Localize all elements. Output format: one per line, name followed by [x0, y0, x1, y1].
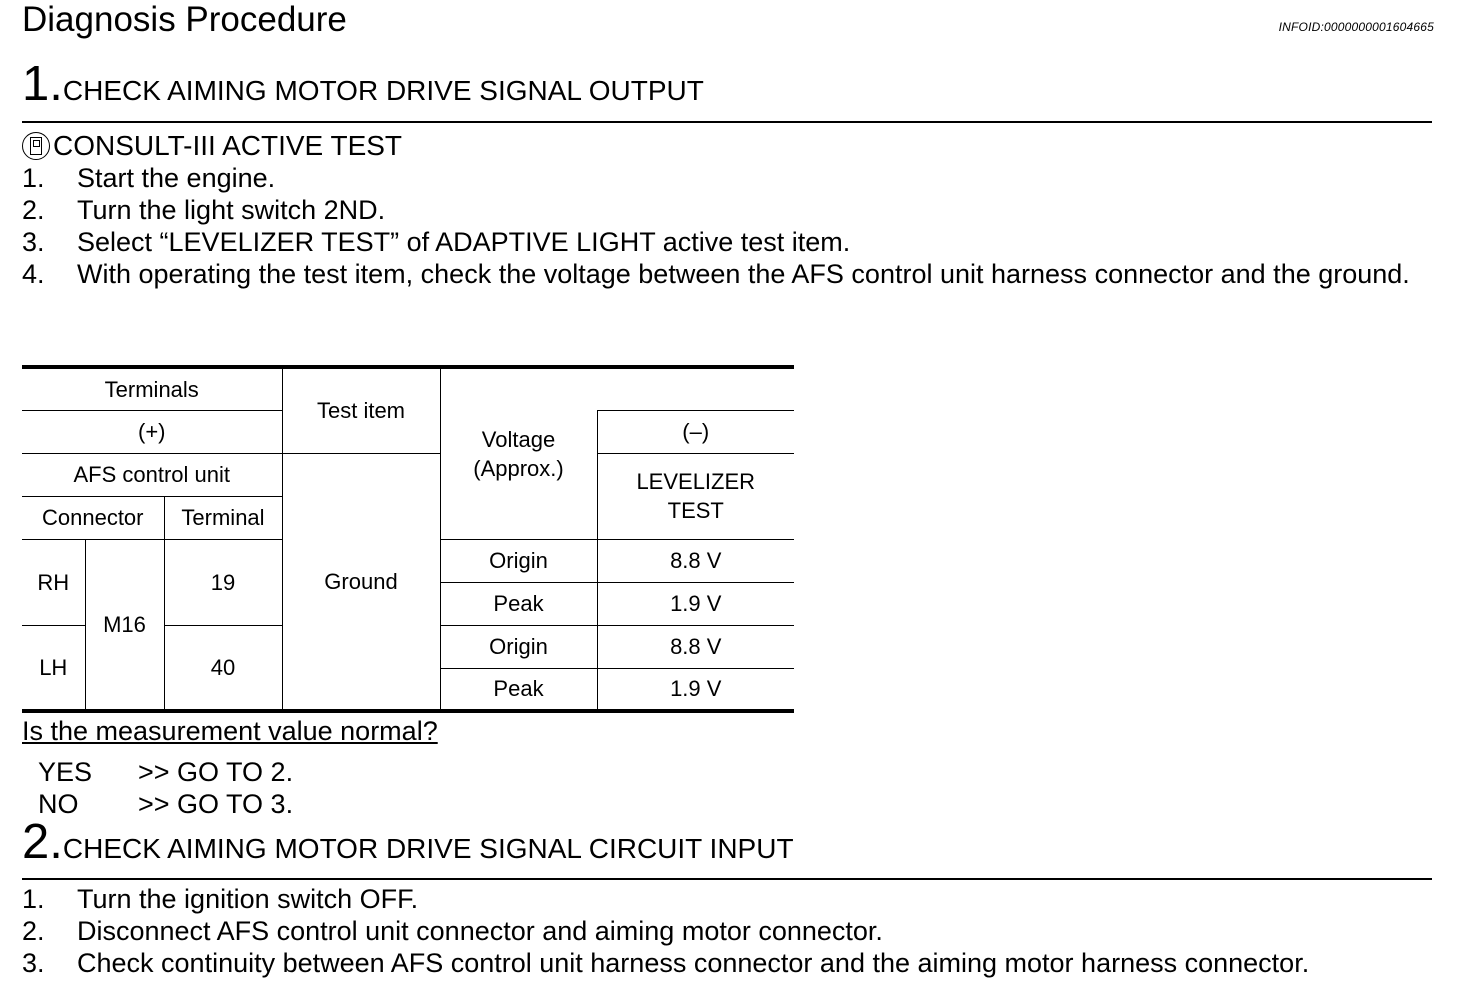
list-item-text: Check continuity between AFS control unit harness connector and the aiming motor harness connector. [77, 948, 1310, 978]
test-item-cell: Origin [440, 625, 597, 668]
step-1-heading [22, 58, 704, 110]
ground-cell: Ground [282, 453, 440, 711]
test-item-cell: Peak [440, 668, 597, 711]
info-id: INFOID:0000000001604665 [1278, 20, 1434, 34]
list-item-number: 3. [22, 227, 45, 257]
terminals-header: Terminals [22, 367, 282, 410]
terminal-header: Terminal [164, 496, 282, 539]
rh-terminal-cell: 19 [164, 539, 282, 625]
answer-no-label: NO [38, 789, 79, 819]
list-item-text: Turn the light switch 2ND. [77, 195, 386, 225]
levelizer-test-header: LEVELIZER TEST [597, 453, 794, 539]
list-item [22, 162, 1432, 194]
answer-yes-action: >> GO TO 2. [138, 757, 294, 787]
step-2-title: CHECK AIMING MOTOR DRIVE SIGNAL CIRCUIT INPUT [62, 833, 794, 864]
list-item-text: With operating the test item, check the voltage between the AFS control unit harness connector and the ground. [77, 259, 1410, 289]
list-item-number: 3. [22, 948, 45, 978]
connector-header: Connector [22, 496, 164, 539]
step-1-title: CHECK AIMING MOTOR DRIVE SIGNAL OUTPUT [62, 75, 704, 106]
list-item [22, 915, 1432, 947]
divider [22, 878, 1432, 880]
answer-yes [38, 756, 293, 788]
list-item-text: Turn the ignition switch OFF. [77, 884, 419, 914]
test-item-header: Test item [282, 367, 440, 453]
rh-cell: RH [22, 539, 85, 625]
step-2-heading [22, 816, 794, 868]
list-item-text: Disconnect AFS control unit connector and aiming motor connector. [77, 916, 883, 946]
list-item-number: 2. [22, 195, 45, 225]
divider [22, 121, 1432, 123]
consult-label: CONSULT-III ACTIVE TEST [53, 130, 403, 161]
list-item [22, 883, 1432, 915]
plus-header: (+) [22, 410, 282, 453]
connector-id-cell: M16 [85, 539, 164, 711]
lh-cell: LH [22, 625, 85, 711]
consult-test-line [22, 130, 402, 162]
consult-tool-icon [22, 132, 50, 160]
voltage-header: Voltage (Approx.) [440, 367, 597, 539]
test-item-cell: Peak [440, 582, 597, 625]
question-text: Is the measurement value normal? [22, 716, 438, 746]
step-1-number: 1. [22, 57, 63, 111]
answer-yes-label: YES [38, 757, 93, 787]
voltage-cell: 1.9 V [597, 582, 794, 625]
step-1-procedure-list [22, 162, 1432, 290]
voltage-cell: 8.8 V [597, 539, 794, 582]
voltage-cell: 8.8 V [597, 625, 794, 668]
list-item-number: 1. [22, 163, 45, 193]
list-item [22, 258, 1432, 290]
page-title: Diagnosis Procedure [22, 0, 347, 39]
voltage-spec-table [22, 365, 794, 713]
afs-control-unit-header: AFS control unit [22, 453, 282, 496]
list-item [22, 947, 1432, 979]
step-2-number: 2. [22, 815, 63, 869]
list-item-text: Start the engine. [77, 163, 276, 193]
voltage-cell: 1.9 V [597, 668, 794, 711]
list-item [22, 226, 1432, 258]
lh-terminal-cell: 40 [164, 625, 282, 711]
list-item [22, 194, 1432, 226]
test-item-cell: Origin [440, 539, 597, 582]
step-2-procedure-list [22, 883, 1432, 979]
list-item-text: Select “LEVELIZER TEST” of ADAPTIVE LIGHT active test item. [77, 227, 851, 257]
list-item-number: 4. [22, 259, 45, 289]
list-item-number: 2. [22, 916, 45, 946]
minus-header: (–) [597, 410, 794, 453]
answer-no-action: >> GO TO 3. [138, 789, 294, 819]
list-item-number: 1. [22, 884, 45, 914]
